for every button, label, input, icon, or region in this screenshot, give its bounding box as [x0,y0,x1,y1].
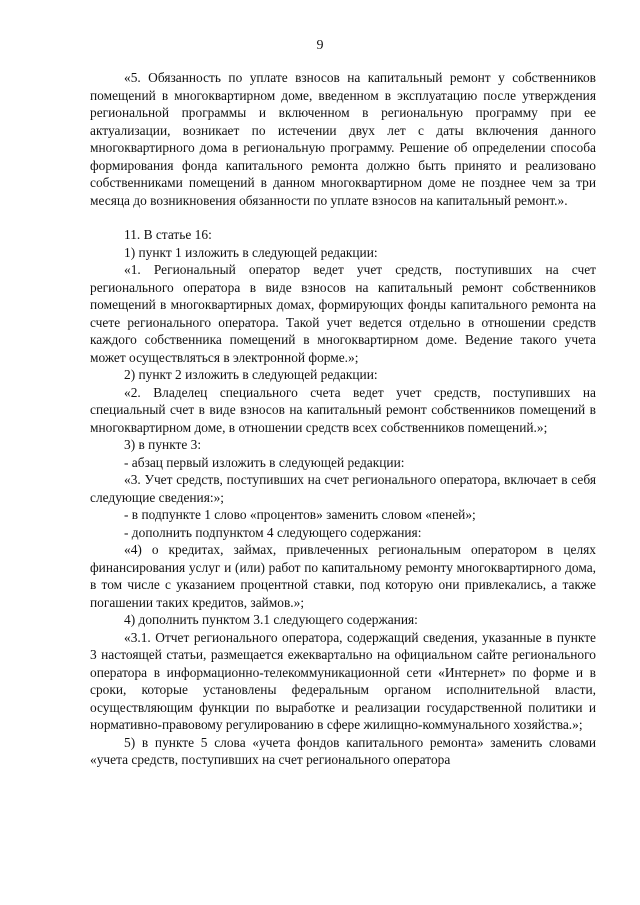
paragraph: 11. В статье 16: [124,227,212,242]
paragraph: «2. Владелец специального счета ведет учет средств, поступивших на специальный счет в виде взносов на капитальный ремонт собственников помещений в многоквартирном доме, в отношении средств всех собственников помещений.»; [90,384,596,435]
document-body [90,69,596,769]
paragraph: 3) в пункте 3: [124,437,202,452]
paragraph: - абзац первый изложить в следующей редакции: [124,454,405,470]
paragraph: «1. Региональный оператор ведет учет средств, поступивших на счет регионального оператора в виде взносов на капитальный ремонт собственников помещений в многоквартирных домах, формирующих фонды капитального ремонта на счете регионального оператора. Такой учет ведется отдельно в отношении средств каждого собственника помещений в многоквартирном доме. Ведение такого учета может осуществляться в электронной форме.»; [90,262,596,365]
paragraph: 1) пункт 1 изложить в следующей редакции: [124,244,378,260]
paragraph: «3.1. Отчет регионального оператора, содержащий сведения, указанные в пункте 3 настоящей статьи, размещается ежеквартально на официальном сайте регионального оператора в информационно-телекоммуникационной сети «Интернет» по форме и в сроки, которые установлены федеральным органом исполнительной власти, осуществляющим функции по выработке и реализации государственной политики и нормативно-правовому регулированию в сфере жилищно-коммунального хозяйства.»; [90,629,596,732]
paragraph: 2) пункт 2 изложить в следующей редакции: [124,367,378,382]
paragraph: «3. Учет средств, поступивших на счет регионального оператора, включает в себя следующие сведения:»; [90,472,596,505]
paragraph: 4) дополнить пунктом 3.1 следующего содержания: [124,612,418,627]
paragraph: «5. Обязанность по уплате взносов на капитальный ремонт у собственников помещений в многоквартирном доме, введенном в эксплуатацию после утверждения региональной программы и включенном в региональную программу при ее актуализации, возникает по истечении двух лет с даты включения данного многоквартирного дома в региональную программу. Решение об определении способа формирования фонда капитального ремонта должно быть принято и реализовано собственниками помещений в данном многоквартирном доме не позднее чем за три месяца до возникновения обязанности по уплате взносов на капитальный ремонт.». [90,70,596,208]
paragraph: 5) в пункте 5 слова «учета фондов капитального ремонта» заменить словами «учета средств, поступивших на счет регионального оператора [90,734,596,767]
paragraph: - в подпункте 1 слово «процентов» заменить словом «пеней»; [124,507,476,522]
paragraph: - дополнить подпунктом 4 следующего содержания: [124,524,422,540]
page-number: 9 [316,38,324,53]
paragraph: «4) о кредитах, займах, привлеченных региональным оператором в целях финансирования услуг и (или) работ по капитальному ремонту многоквартирного дома, в том числе с указанием процентной ставки, под которую они привлекались, а также погашении таких кредитов, займов.»; [90,542,596,610]
